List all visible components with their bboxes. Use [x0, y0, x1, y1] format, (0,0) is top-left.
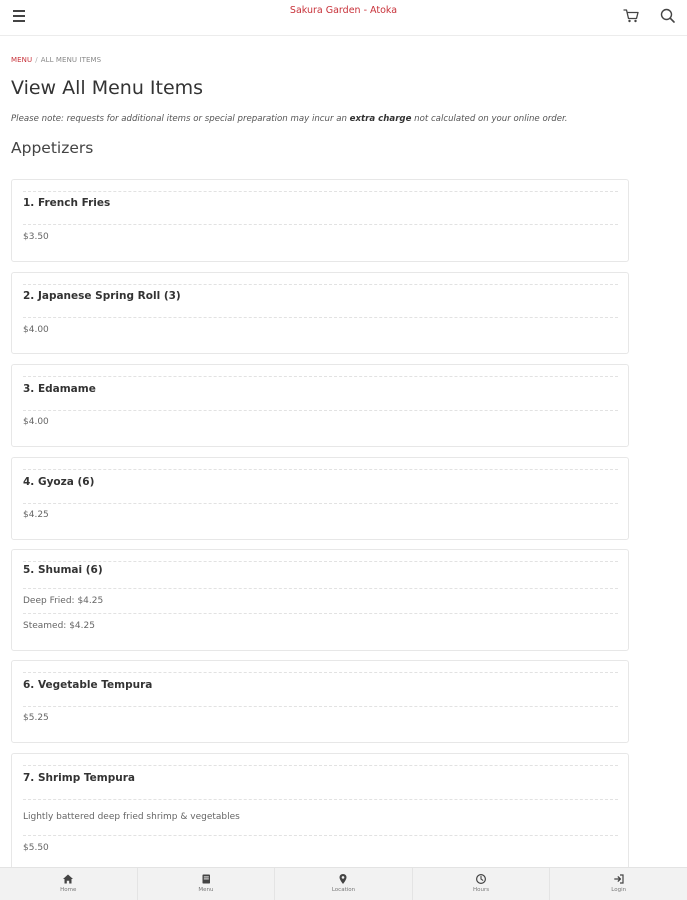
nav-menu[interactable]: [138, 868, 276, 900]
menu-item-description: Lightly battered deep fried shrimp & vegetables: [23, 812, 240, 822]
divider: [23, 835, 618, 836]
menu-item-name: 6. Vegetable Tempura: [23, 679, 153, 691]
nav-hours[interactable]: [413, 868, 551, 900]
divider: [23, 317, 618, 318]
menu-item-price: $4.00: [23, 417, 49, 427]
menu-item-card[interactable]: [11, 753, 629, 878]
cart-icon: [621, 6, 643, 26]
nav-label: Menu: [198, 887, 214, 893]
clock-icon: [475, 873, 487, 885]
menu-item-card[interactable]: [11, 364, 629, 447]
order-note-text: Please note: requests for additional items or special preparation may incur an: [11, 114, 347, 124]
order-note: [11, 114, 567, 124]
menu-item-card[interactable]: [11, 660, 629, 743]
menu-item-card[interactable]: [11, 457, 629, 540]
order-note-text-end: not calculated on your online order.: [414, 114, 568, 124]
nav-home[interactable]: [0, 868, 138, 900]
menu-item-name: 7. Shrimp Tempura: [23, 772, 135, 784]
nav-label: Home: [60, 887, 77, 893]
divider: [23, 503, 618, 504]
divider: [23, 376, 618, 377]
order-note-emphasis: extra charge: [349, 114, 412, 124]
menu-item-price: $5.25: [23, 713, 49, 723]
nav-login[interactable]: [550, 868, 687, 900]
menu-item-option-deep-fried: Deep Fried: $4.25: [23, 596, 104, 606]
top-bar: [0, 0, 687, 36]
menu-item-card[interactable]: [11, 272, 629, 354]
page-title: View All Menu Items: [11, 77, 204, 99]
menu-item-price: $5.50: [23, 843, 49, 853]
nav-label: Login: [611, 887, 627, 893]
map-pin-icon: [337, 873, 349, 885]
breadcrumb: [11, 56, 101, 64]
breadcrumb-separator: /: [35, 56, 38, 64]
nav-label: Location: [331, 887, 356, 893]
menu-item-name: 4. Gyoza (6): [23, 476, 95, 488]
divider: [23, 706, 618, 707]
cart-button[interactable]: [621, 6, 643, 26]
breadcrumb-menu-link[interactable]: MENU: [11, 56, 33, 64]
divider: [23, 469, 618, 470]
menu-item-card[interactable]: [11, 549, 629, 651]
menu-item-name: 2. Japanese Spring Roll (3): [23, 290, 181, 302]
menu-item-name: 5. Shumai (6): [23, 564, 103, 576]
login-icon: [613, 873, 625, 885]
nav-label: Hours: [473, 887, 490, 893]
search-icon: [657, 6, 679, 26]
search-button[interactable]: [657, 6, 679, 26]
menu-item-name: 1. French Fries: [23, 197, 111, 209]
divider: [23, 672, 618, 673]
section-title-appetizers: Appetizers: [11, 139, 94, 157]
menu-item-price: $3.50: [23, 232, 49, 242]
divider: [23, 588, 618, 589]
home-icon: [62, 873, 74, 885]
divider: [23, 191, 618, 192]
bottom-nav: [0, 867, 687, 900]
divider: [23, 765, 618, 766]
divider: [23, 224, 618, 225]
menu-item-price: $4.25: [23, 510, 49, 520]
divider: [23, 284, 618, 285]
menu-item-option-steamed: Steamed: $4.25: [23, 621, 95, 631]
site-title[interactable]: Sakura Garden - Atoka: [289, 5, 398, 16]
menu-item-name: 3. Edamame: [23, 383, 96, 395]
divider: [23, 561, 618, 562]
nav-location[interactable]: [275, 868, 413, 900]
divider: [23, 613, 618, 614]
breadcrumb-current: ALL MENU ITEMS: [40, 56, 102, 64]
divider: [23, 410, 618, 411]
menu-item-card[interactable]: [11, 179, 629, 262]
divider: [23, 799, 618, 800]
menu-book-icon: [200, 873, 212, 885]
menu-item-price: $4.00: [23, 325, 49, 335]
